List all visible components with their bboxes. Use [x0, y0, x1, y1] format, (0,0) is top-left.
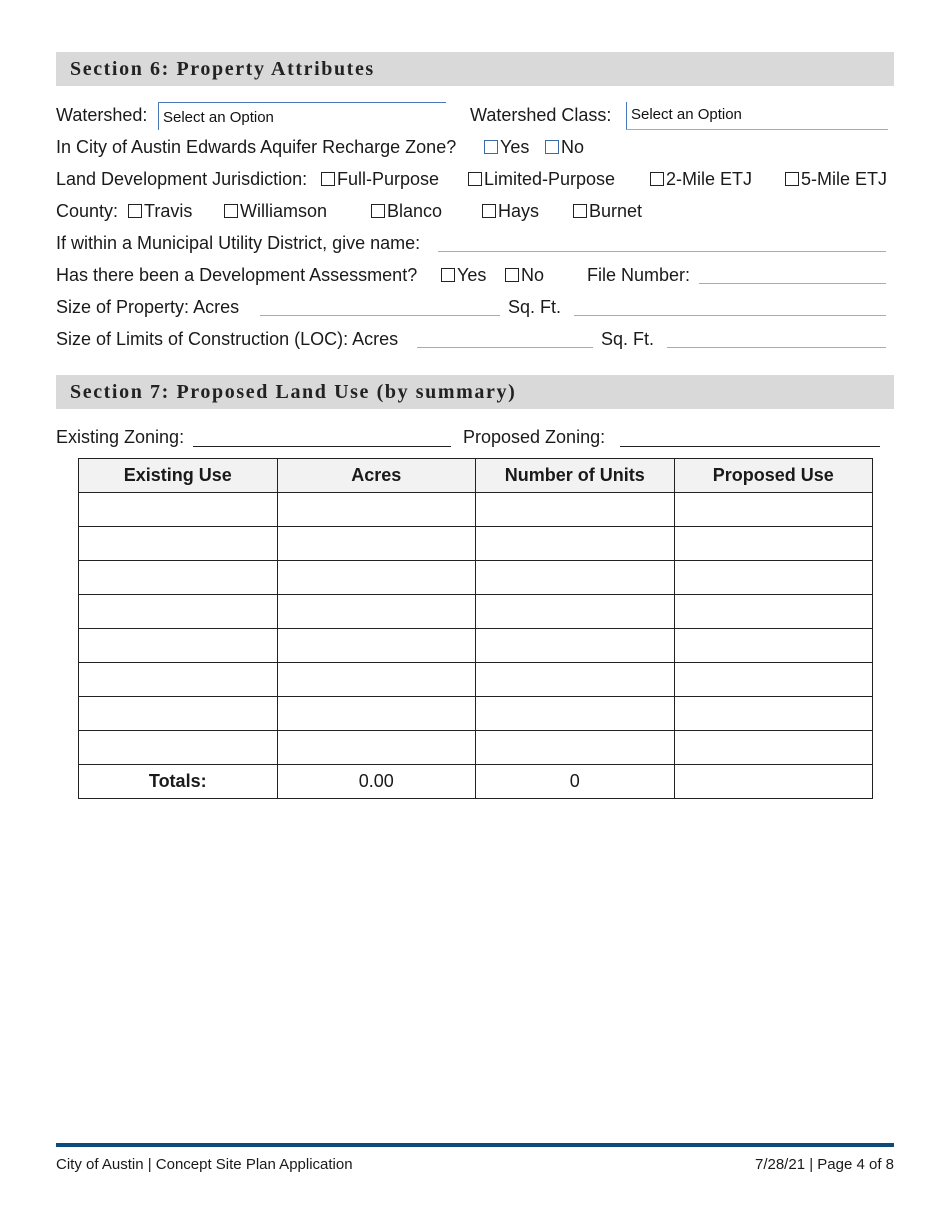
assessment-no-label: No [521, 265, 545, 285]
section-6-header: Section 6: Property Attributes [56, 52, 894, 86]
recharge-no-option[interactable] [545, 135, 584, 159]
units-cell[interactable] [476, 629, 675, 663]
assessment-no-option[interactable] [505, 263, 544, 287]
totals-acres: 0.00 [277, 765, 476, 799]
loc-sqft-field[interactable] [667, 329, 886, 348]
assessment-yes-option[interactable] [441, 263, 486, 287]
property-sqft-label: Sq. Ft. [508, 297, 562, 317]
recharge-no-checkbox[interactable] [545, 140, 559, 154]
units-cell[interactable] [476, 697, 675, 731]
property-size-row [56, 295, 896, 319]
county-burnet-label: Burnet [589, 201, 643, 221]
table-row [79, 663, 873, 697]
table-row [79, 561, 873, 595]
jurisdiction-label: Land Development Jurisdiction: [56, 169, 308, 189]
recharge-no-label: No [561, 137, 585, 157]
property-size-label: Size of Property: Acres [56, 297, 240, 317]
recharge-yes-label: Yes [500, 137, 530, 157]
existing-use-cell[interactable] [79, 663, 278, 697]
proposed-use-cell[interactable] [674, 595, 873, 629]
recharge-zone-row [56, 135, 896, 159]
assessment-label: Has there been a Development Assessment? [56, 265, 418, 285]
existing-zoning-field[interactable] [193, 427, 451, 447]
county-hays-option[interactable] [482, 199, 539, 223]
jurisdiction-full-purpose-checkbox[interactable] [321, 172, 335, 186]
county-travis-label: Travis [144, 201, 193, 221]
table-row [79, 629, 873, 663]
watershed-select-value: Select an Option [163, 109, 274, 126]
watershed-label: Watershed: [56, 105, 148, 125]
jurisdiction-5-mile-etj-option[interactable] [785, 167, 887, 191]
proposed-use-cell[interactable] [674, 493, 873, 527]
file-number-field[interactable] [699, 265, 886, 284]
jurisdiction-5-mile-etj-checkbox[interactable] [785, 172, 799, 186]
table-row [79, 731, 873, 765]
county-blanco-option[interactable] [371, 199, 442, 223]
table-header-row [79, 459, 873, 493]
county-burnet-checkbox[interactable] [573, 204, 587, 218]
land-use-table [78, 458, 873, 799]
jurisdiction-2-mile-etj-label: 2-Mile ETJ [666, 169, 753, 189]
units-cell[interactable] [476, 493, 675, 527]
proposed-use-cell[interactable] [674, 731, 873, 765]
acres-cell[interactable] [277, 663, 476, 697]
footer-page-info: 7/28/21 | Page 4 of 8 [754, 1156, 894, 1173]
existing-zoning-label: Existing Zoning: [56, 427, 185, 447]
assessment-no-checkbox[interactable] [505, 268, 519, 282]
watershed-row [56, 103, 896, 127]
county-hays-label: Hays [498, 201, 540, 221]
column-header-number-of-units: Number of Units [476, 459, 675, 493]
loc-sqft-label: Sq. Ft. [601, 329, 655, 349]
county-williamson-option[interactable] [224, 199, 327, 223]
assessment-row [56, 263, 896, 287]
proposed-zoning-label: Proposed Zoning: [463, 427, 606, 447]
mud-name-field[interactable] [438, 233, 886, 252]
table-row [79, 697, 873, 731]
acres-cell[interactable] [277, 527, 476, 561]
units-cell[interactable] [476, 731, 675, 765]
units-cell[interactable] [476, 663, 675, 697]
units-cell[interactable] [476, 561, 675, 595]
county-travis-option[interactable] [128, 199, 192, 223]
county-blanco-checkbox[interactable] [371, 204, 385, 218]
table-row [79, 493, 873, 527]
county-williamson-checkbox[interactable] [224, 204, 238, 218]
loc-label: Size of Limits of Construction (LOC): Acres [56, 329, 399, 349]
jurisdiction-2-mile-etj-option[interactable] [650, 167, 752, 191]
jurisdiction-row [56, 167, 896, 191]
acres-cell[interactable] [277, 561, 476, 595]
acres-cell[interactable] [277, 595, 476, 629]
proposed-use-cell[interactable] [674, 663, 873, 697]
units-cell[interactable] [476, 595, 675, 629]
county-travis-checkbox[interactable] [128, 204, 142, 218]
jurisdiction-limited-purpose-option[interactable] [468, 167, 615, 191]
jurisdiction-full-purpose-option[interactable] [321, 167, 439, 191]
county-blanco-label: Blanco [387, 201, 443, 221]
assessment-yes-checkbox[interactable] [441, 268, 455, 282]
existing-use-cell[interactable] [79, 527, 278, 561]
existing-use-cell[interactable] [79, 731, 278, 765]
jurisdiction-full-purpose-label: Full-Purpose [337, 169, 440, 189]
mud-label: If within a Municipal Utility District, give name: [56, 233, 421, 253]
county-burnet-option[interactable] [573, 199, 642, 223]
jurisdiction-5-mile-etj-label: 5-Mile ETJ [801, 169, 888, 189]
recharge-yes-option[interactable] [484, 135, 529, 159]
proposed-use-cell[interactable] [674, 697, 873, 731]
section-7-header: Section 7: Proposed Land Use (by summary) [56, 375, 894, 409]
jurisdiction-limited-purpose-label: Limited-Purpose [484, 169, 616, 189]
proposed-use-cell[interactable] [674, 561, 873, 595]
units-cell[interactable] [476, 527, 675, 561]
watershed-class-select-value: Select an Option [631, 106, 742, 123]
property-sqft-field[interactable] [574, 297, 886, 316]
table-row [79, 595, 873, 629]
existing-use-cell[interactable] [79, 697, 278, 731]
watershed-class-select[interactable] [626, 102, 888, 130]
county-row [56, 199, 896, 223]
county-hays-checkbox[interactable] [482, 204, 496, 218]
recharge-zone-label: In City of Austin Edwards Aquifer Recharge Zone? [56, 137, 457, 157]
existing-use-cell[interactable] [79, 595, 278, 629]
proposed-zoning-field[interactable] [620, 427, 880, 447]
county-williamson-label: Williamson [240, 201, 328, 221]
county-label: County: [56, 201, 119, 221]
totals-units: 0 [476, 765, 675, 799]
loc-row [56, 327, 896, 351]
acres-cell[interactable] [277, 697, 476, 731]
totals-row [79, 765, 873, 799]
proposed-use-cell[interactable] [674, 527, 873, 561]
column-header-existing-use: Existing Use [79, 459, 278, 493]
column-header-proposed-use: Proposed Use [674, 459, 873, 493]
file-number-label: File Number: [587, 265, 691, 285]
existing-use-cell[interactable] [79, 493, 278, 527]
jurisdiction-2-mile-etj-checkbox[interactable] [650, 172, 664, 186]
watershed-class-label: Watershed Class: [470, 105, 612, 125]
recharge-yes-checkbox[interactable] [484, 140, 498, 154]
acres-cell[interactable] [277, 731, 476, 765]
footer-title: City of Austin | Concept Site Plan Application [56, 1156, 353, 1173]
mud-row [56, 231, 896, 255]
existing-use-cell[interactable] [79, 561, 278, 595]
proposed-use-cell[interactable] [674, 629, 873, 663]
assessment-yes-label: Yes [457, 265, 487, 285]
acres-cell[interactable] [277, 629, 476, 663]
acres-cell[interactable] [277, 493, 476, 527]
totals-label: Totals: [79, 765, 278, 799]
property-acres-field[interactable] [260, 297, 500, 316]
watershed-select[interactable] [158, 102, 446, 130]
existing-use-cell[interactable] [79, 629, 278, 663]
table-row [79, 527, 873, 561]
footer-divider [56, 1143, 894, 1147]
zoning-row [56, 425, 896, 449]
loc-acres-field[interactable] [417, 329, 593, 348]
jurisdiction-limited-purpose-checkbox[interactable] [468, 172, 482, 186]
totals-proposed-use [674, 765, 873, 799]
column-header-acres: Acres [277, 459, 476, 493]
